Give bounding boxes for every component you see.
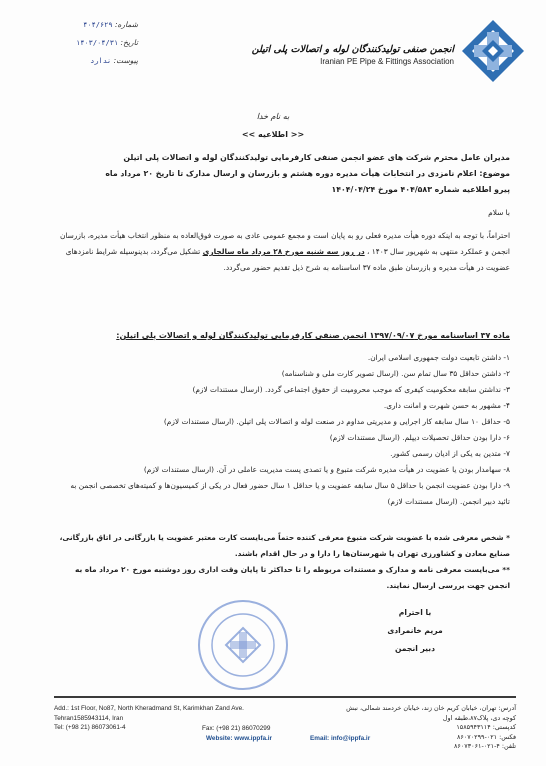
footer-fax-fa: فکس: ۰۲۱-۸۶۰۷۰۲۹۹ [456, 732, 516, 741]
attachment-value: ندارد [90, 57, 112, 65]
signature-block [370, 604, 460, 658]
date-label: تاریخ: [120, 38, 138, 47]
footer-fax-en: Fax: (+98 21) 86070299 [202, 725, 271, 732]
number-label: شماره: [115, 20, 138, 29]
bismillah: به نام خدا [256, 112, 290, 121]
letter-footer [54, 696, 516, 751]
intro-part-1: احتراماً، با توجه به اینکه دوره هیأت مدیره فعلی رو به پایان است و مجمع عمومی عادی به صورت فوق‌العاده به منظور انتخاب هیأت مدیره، بازرسان انجمن و عملکرد منتهی به شهریور سال ۱۴۰۳ ، [59, 231, 510, 256]
signatory-title: دبیر انجمن [394, 644, 436, 653]
list-item: ۹- دارا بودن عضویت انجمن با حداقل ۵ سال سابقه عضویت و یا حداقل ۱ سال حضور فعال در یکی از کمیسیون‌ها و کمیته‌های تخصصی انجمن به تائید دبیر انجمن. (ارسال مستندات لازم) [70, 481, 510, 506]
signatory-name: مریم خانمرادی [387, 626, 443, 635]
list-item: ۸- سهامدار بودن یا عضویت در هیأت مدیره شرکت متبوع و یا تصدی پست مدیریت عاملی در آن. (ارسال مستندات لازم) [143, 465, 510, 474]
notes-block [58, 530, 510, 594]
date-value: ۱۴۰۳/۰۴/۳۱ [76, 39, 119, 47]
greeting: با سلام [488, 208, 510, 217]
note-1: * شخص معرفی شده با عضویت شرکت متبوع معرفی کننده حتماً می‌بایست کارت معتبر عضویت یا بازرگانی در اتاق بازرگانی، صنایع معادن و کشاورزی تهران یا شهرستان‌ها را دارا و در حال اقدام باشند. [59, 533, 510, 558]
letter-date-row [28, 34, 138, 52]
footer-tel-fa: تلفن: ۴-۰۲۱-۸۶۰۷۳۰۶۱ [453, 742, 516, 751]
note-2: ** می‌بایست معرفی نامه و مدارک و مستندات مربوطه را تا حداکثر تا پایان وقت اداری روز دوشنبه مورخ ۲۰ مرداد ماه به انجمن جهت بررسی ارسال نمایند. [75, 565, 510, 590]
addressee-line: مدیران عامل محترم شرکت های عضو انجمن صنفی کارفرمایی تولیدکنندگان لوله و اتصالات پلی اتیلن [123, 153, 510, 162]
intro-part-2: تشکیل می‌گردد، بدینوسیله شرایط نامزدهای عضویت در هیأت مدیره و بازرسان طبق ماده ۳۷ اساسنامه به شرح ذیل تقدیم حضور می‌گردد. [65, 247, 510, 272]
list-item: ۴- مشهور به حسن شهرت و امانت داری. [383, 401, 510, 410]
footer-persian [346, 704, 516, 752]
footer-postal-fa: کدپستی: ۱۵۸۵۹۴۳۱۱۴ [456, 723, 516, 732]
number-value: ۴۰۴/۶۲۹ [83, 21, 113, 29]
footer-address-fa: آدرس: تهران، خیابان کریم خان زند، خیابان خردمند شمالی، نبش کوچه دی، پلاک۸۷،طبقه اول [346, 704, 516, 722]
footer-address-en: Add.: 1st Floor, No87, North Kheradmand St, Karimkhan Zand Ave. [54, 705, 244, 712]
list-item: ۵- حداقل ۱۰ سال سابقه کار اجرایی و مدیریتی مداوم در صنعت لوله و اتصالات پلی اتیلن. (ارسال مستندات لازم) [163, 417, 510, 426]
list-item: ۲- داشتن حداقل ۳۵ سال تمام سن. (ارسال تصویر کارت ملی و شناسنامه) [281, 369, 510, 378]
letter-attachment-row [28, 52, 138, 70]
intro-paragraph [58, 228, 510, 276]
notice-heading: << اطلاعیه >> [241, 130, 305, 139]
subject-line: موضوع: اعلام نامزدی در انتخابات هیأت مدیره دوره هشتم و بازرسان و ارسال مدارک تا تاریخ ۲۰ مرداد ماه [105, 169, 510, 178]
signature-salutation: با احترام [398, 608, 432, 617]
footer-email-link[interactable]: Email: info@ippfa.ir [310, 735, 371, 742]
association-seal-icon [196, 598, 290, 692]
footer-tel-en: Tel: (+98 21) 86073061-4 [54, 724, 126, 732]
diamond-cross-logo-icon [460, 18, 526, 84]
meeting-date-highlight: در روز سه شنبه مورخ ۲۸ مرداد ماه سالجاری [202, 247, 365, 256]
association-name-en: Iranian PE Pipe & Fittings Association [320, 57, 454, 66]
list-item: ۶- دارا بودن حداقل تحصیلات دیپلم. (ارسال مستندات لازم) [329, 433, 510, 442]
requirements-list [58, 350, 510, 510]
letter-number-row [28, 16, 138, 34]
list-item: ۳- نداشتن سابقه محکومیت کیفری که موجب محرومیت از حقوق اجتماعی گردد. (ارسال مستندات لازم) [192, 385, 510, 394]
list-item: ۷- متدین به یکی از ادیان رسمی کشور. [390, 449, 510, 458]
addressee-block [58, 150, 510, 198]
list-item: ۱- داشتن تابعیت دولت جمهوری اسلامی ایران. [367, 353, 510, 362]
association-name [252, 44, 454, 66]
association-name-fa: انجمن صنفی تولیدکنندگان لوله و اتصالات پلی اتیلن [251, 44, 454, 55]
article-title-text: ماده ۳۷ اساسنامه مورخ ۱۳۹۷/۰۹/۰۷ انجمن صنفی کارفرمایی تولیدکنندگان لوله و اتصالات پلی اتیلن: [116, 331, 510, 340]
attachment-label: پیوست: [113, 56, 138, 65]
footer-website-link[interactable]: Website: www.ippfa.ir [206, 735, 273, 742]
reference-line: پیرو اطلاعیه شماره ۴۰۴/۵۸۳ مورخ ۱۴۰۴/۰۴/۲۴ [331, 185, 510, 194]
letter-meta [28, 16, 138, 70]
footer-city-en: Tehran1585943114, Iran [54, 714, 124, 722]
article-title [58, 328, 510, 344]
